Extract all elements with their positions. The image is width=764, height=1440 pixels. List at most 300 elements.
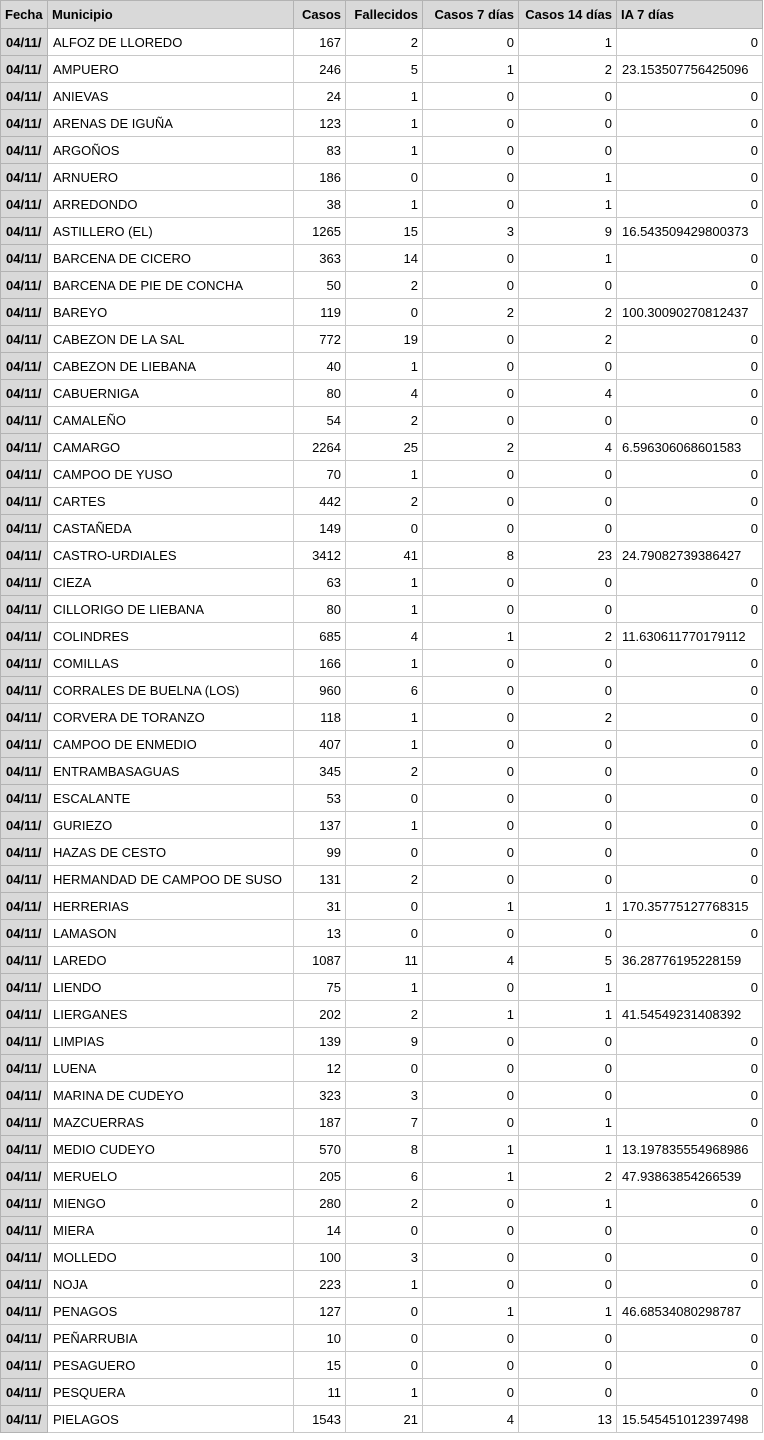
casos-14-dias-cell[interactable]: 1 xyxy=(519,164,617,191)
municipio-cell[interactable]: LUENA xyxy=(48,1055,294,1082)
fallecidos-cell[interactable]: 19 xyxy=(346,326,423,353)
fallecidos-cell[interactable]: 0 xyxy=(346,1055,423,1082)
fecha-cell[interactable]: 04/11/ xyxy=(1,380,48,407)
fecha-cell[interactable]: 04/11/ xyxy=(1,1082,48,1109)
municipio-cell[interactable]: PIELAGOS xyxy=(48,1406,294,1433)
fecha-cell[interactable]: 04/11/ xyxy=(1,785,48,812)
casos-7-dias-cell[interactable]: 0 xyxy=(423,785,519,812)
casos-14-dias-cell[interactable]: 4 xyxy=(519,434,617,461)
casos-cell[interactable]: 323 xyxy=(294,1082,346,1109)
ia-7-dias-cell[interactable]: 0 xyxy=(617,812,763,839)
casos-14-dias-cell[interactable]: 0 xyxy=(519,866,617,893)
casos-14-dias-cell[interactable]: 0 xyxy=(519,488,617,515)
fallecidos-cell[interactable]: 7 xyxy=(346,1109,423,1136)
casos-cell[interactable]: 223 xyxy=(294,1271,346,1298)
municipio-cell[interactable]: CIEZA xyxy=(48,569,294,596)
municipio-cell[interactable]: ALFOZ DE LLOREDO xyxy=(48,29,294,56)
fallecidos-cell[interactable]: 5 xyxy=(346,56,423,83)
ia-7-dias-cell[interactable]: 0 xyxy=(617,1352,763,1379)
ia-7-dias-cell[interactable]: 0 xyxy=(617,326,763,353)
casos-7-dias-cell[interactable]: 2 xyxy=(423,299,519,326)
casos-cell[interactable]: 202 xyxy=(294,1001,346,1028)
casos-cell[interactable]: 167 xyxy=(294,29,346,56)
casos-14-dias-cell[interactable]: 5 xyxy=(519,947,617,974)
fallecidos-cell[interactable]: 2 xyxy=(346,29,423,56)
casos-7-dias-cell[interactable]: 1 xyxy=(423,56,519,83)
ia-7-dias-cell[interactable]: 0 xyxy=(617,569,763,596)
casos-cell[interactable]: 70 xyxy=(294,461,346,488)
ia-7-dias-cell[interactable]: 0 xyxy=(617,704,763,731)
fecha-cell[interactable]: 04/11/ xyxy=(1,1271,48,1298)
fecha-cell[interactable]: 04/11/ xyxy=(1,326,48,353)
municipio-cell[interactable]: CILLORIGO DE LIEBANA xyxy=(48,596,294,623)
municipio-cell[interactable]: BARCENA DE PIE DE CONCHA xyxy=(48,272,294,299)
casos-7-dias-cell[interactable]: 0 xyxy=(423,866,519,893)
fecha-cell[interactable]: 04/11/ xyxy=(1,704,48,731)
casos-14-dias-cell[interactable]: 9 xyxy=(519,218,617,245)
municipio-cell[interactable]: HERRERIAS xyxy=(48,893,294,920)
fecha-cell[interactable]: 04/11/ xyxy=(1,407,48,434)
fecha-cell[interactable]: 04/11/ xyxy=(1,1109,48,1136)
fallecidos-cell[interactable]: 2 xyxy=(346,1001,423,1028)
fallecidos-cell[interactable]: 1 xyxy=(346,650,423,677)
casos-7-dias-cell[interactable]: 2 xyxy=(423,434,519,461)
fecha-cell[interactable]: 04/11/ xyxy=(1,1001,48,1028)
casos-cell[interactable]: 186 xyxy=(294,164,346,191)
casos-7-dias-cell[interactable]: 0 xyxy=(423,812,519,839)
casos-7-dias-cell[interactable]: 0 xyxy=(423,1271,519,1298)
fallecidos-cell[interactable]: 1 xyxy=(346,731,423,758)
ia-7-dias-cell[interactable]: 0 xyxy=(617,974,763,1001)
fecha-cell[interactable]: 04/11/ xyxy=(1,1325,48,1352)
ia-7-dias-cell[interactable]: 0 xyxy=(617,515,763,542)
casos-14-dias-cell[interactable]: 2 xyxy=(519,623,617,650)
casos-14-dias-cell[interactable]: 0 xyxy=(519,1352,617,1379)
casos-cell[interactable]: 3412 xyxy=(294,542,346,569)
ia-7-dias-cell[interactable]: 0 xyxy=(617,785,763,812)
casos-cell[interactable]: 54 xyxy=(294,407,346,434)
fecha-cell[interactable]: 04/11/ xyxy=(1,1406,48,1433)
casos-14-dias-cell[interactable]: 0 xyxy=(519,731,617,758)
fecha-cell[interactable]: 04/11/ xyxy=(1,812,48,839)
fecha-cell[interactable]: 04/11/ xyxy=(1,1352,48,1379)
casos-cell[interactable]: 205 xyxy=(294,1163,346,1190)
fallecidos-cell[interactable]: 15 xyxy=(346,218,423,245)
fallecidos-cell[interactable]: 6 xyxy=(346,1163,423,1190)
casos-cell[interactable]: 280 xyxy=(294,1190,346,1217)
fallecidos-cell[interactable]: 25 xyxy=(346,434,423,461)
fecha-cell[interactable]: 04/11/ xyxy=(1,191,48,218)
casos-cell[interactable]: 960 xyxy=(294,677,346,704)
casos-7-dias-cell[interactable]: 1 xyxy=(423,1298,519,1325)
casos-cell[interactable]: 75 xyxy=(294,974,346,1001)
casos-7-dias-cell[interactable]: 1 xyxy=(423,1001,519,1028)
fecha-cell[interactable]: 04/11/ xyxy=(1,1028,48,1055)
municipio-cell[interactable]: LIENDO xyxy=(48,974,294,1001)
fallecidos-cell[interactable]: 0 xyxy=(346,920,423,947)
fallecidos-cell[interactable]: 0 xyxy=(346,785,423,812)
casos-14-dias-cell[interactable]: 2 xyxy=(519,56,617,83)
municipio-cell[interactable]: BARCENA DE CICERO xyxy=(48,245,294,272)
casos-14-dias-cell[interactable]: 0 xyxy=(519,407,617,434)
casos-cell[interactable]: 685 xyxy=(294,623,346,650)
ia-7-dias-cell[interactable]: 0 xyxy=(617,1217,763,1244)
casos-7-dias-cell[interactable]: 0 xyxy=(423,137,519,164)
ia-7-dias-cell[interactable]: 15.545451012397498 xyxy=(617,1406,763,1433)
municipio-cell[interactable]: ENTRAMBASAGUAS xyxy=(48,758,294,785)
fallecidos-cell[interactable]: 6 xyxy=(346,677,423,704)
ia-7-dias-cell[interactable]: 0 xyxy=(617,272,763,299)
casos-7-dias-cell[interactable]: 1 xyxy=(423,893,519,920)
fallecidos-cell[interactable]: 2 xyxy=(346,488,423,515)
casos-7-dias-cell[interactable]: 4 xyxy=(423,947,519,974)
casos-7-dias-cell[interactable]: 0 xyxy=(423,488,519,515)
header-municipio[interactable]: Municipio xyxy=(48,1,294,29)
ia-7-dias-cell[interactable]: 0 xyxy=(617,1325,763,1352)
ia-7-dias-cell[interactable]: 0 xyxy=(617,839,763,866)
casos-7-dias-cell[interactable]: 0 xyxy=(423,920,519,947)
ia-7-dias-cell[interactable]: 41.54549231408392 xyxy=(617,1001,763,1028)
municipio-cell[interactable]: CASTAÑEDA xyxy=(48,515,294,542)
municipio-cell[interactable]: LAMASON xyxy=(48,920,294,947)
casos-14-dias-cell[interactable]: 1 xyxy=(519,893,617,920)
casos-cell[interactable]: 38 xyxy=(294,191,346,218)
fallecidos-cell[interactable]: 1 xyxy=(346,137,423,164)
casos-7-dias-cell[interactable]: 0 xyxy=(423,839,519,866)
fallecidos-cell[interactable]: 0 xyxy=(346,839,423,866)
fallecidos-cell[interactable]: 2 xyxy=(346,866,423,893)
casos-cell[interactable]: 53 xyxy=(294,785,346,812)
casos-7-dias-cell[interactable]: 0 xyxy=(423,758,519,785)
casos-cell[interactable]: 1087 xyxy=(294,947,346,974)
fallecidos-cell[interactable]: 41 xyxy=(346,542,423,569)
ia-7-dias-cell[interactable]: 0 xyxy=(617,920,763,947)
ia-7-dias-cell[interactable]: 0 xyxy=(617,596,763,623)
fecha-cell[interactable]: 04/11/ xyxy=(1,272,48,299)
casos-7-dias-cell[interactable]: 0 xyxy=(423,1109,519,1136)
municipio-cell[interactable]: ARNUERO xyxy=(48,164,294,191)
casos-14-dias-cell[interactable]: 0 xyxy=(519,920,617,947)
ia-7-dias-cell[interactable]: 13.197835554968986 xyxy=(617,1136,763,1163)
casos-cell[interactable]: 100 xyxy=(294,1244,346,1271)
ia-7-dias-cell[interactable]: 0 xyxy=(617,731,763,758)
ia-7-dias-cell[interactable]: 100.30090270812437 xyxy=(617,299,763,326)
municipio-cell[interactable]: CAMARGO xyxy=(48,434,294,461)
casos-cell[interactable]: 10 xyxy=(294,1325,346,1352)
ia-7-dias-cell[interactable]: 0 xyxy=(617,191,763,218)
fecha-cell[interactable]: 04/11/ xyxy=(1,515,48,542)
casos-7-dias-cell[interactable]: 0 xyxy=(423,1244,519,1271)
casos-7-dias-cell[interactable]: 1 xyxy=(423,1163,519,1190)
fecha-cell[interactable]: 04/11/ xyxy=(1,731,48,758)
municipio-cell[interactable]: LIMPIAS xyxy=(48,1028,294,1055)
casos-cell[interactable]: 83 xyxy=(294,137,346,164)
fallecidos-cell[interactable]: 9 xyxy=(346,1028,423,1055)
casos-cell[interactable]: 24 xyxy=(294,83,346,110)
casos-14-dias-cell[interactable]: 2 xyxy=(519,326,617,353)
municipio-cell[interactable]: LIERGANES xyxy=(48,1001,294,1028)
casos-14-dias-cell[interactable]: 0 xyxy=(519,758,617,785)
fallecidos-cell[interactable]: 0 xyxy=(346,1325,423,1352)
municipio-cell[interactable]: CASTRO-URDIALES xyxy=(48,542,294,569)
municipio-cell[interactable]: ARREDONDO xyxy=(48,191,294,218)
fecha-cell[interactable]: 04/11/ xyxy=(1,623,48,650)
municipio-cell[interactable]: HAZAS DE CESTO xyxy=(48,839,294,866)
fecha-cell[interactable]: 04/11/ xyxy=(1,596,48,623)
casos-cell[interactable]: 407 xyxy=(294,731,346,758)
casos-cell[interactable]: 127 xyxy=(294,1298,346,1325)
casos-14-dias-cell[interactable]: 0 xyxy=(519,1244,617,1271)
fecha-cell[interactable]: 04/11/ xyxy=(1,650,48,677)
fecha-cell[interactable]: 04/11/ xyxy=(1,866,48,893)
municipio-cell[interactable]: MARINA DE CUDEYO xyxy=(48,1082,294,1109)
casos-14-dias-cell[interactable]: 0 xyxy=(519,1325,617,1352)
casos-14-dias-cell[interactable]: 4 xyxy=(519,380,617,407)
casos-cell[interactable]: 13 xyxy=(294,920,346,947)
header-ia-7-dias[interactable]: IA 7 días xyxy=(617,1,763,29)
ia-7-dias-cell[interactable]: 16.543509429800373 xyxy=(617,218,763,245)
fallecidos-cell[interactable]: 1 xyxy=(346,596,423,623)
municipio-cell[interactable]: PESQUERA xyxy=(48,1379,294,1406)
fecha-cell[interactable]: 04/11/ xyxy=(1,1055,48,1082)
municipio-cell[interactable]: AMPUERO xyxy=(48,56,294,83)
fecha-cell[interactable]: 04/11/ xyxy=(1,947,48,974)
fallecidos-cell[interactable]: 0 xyxy=(346,1352,423,1379)
municipio-cell[interactable]: CAMPOO DE YUSO xyxy=(48,461,294,488)
casos-cell[interactable]: 63 xyxy=(294,569,346,596)
casos-cell[interactable]: 139 xyxy=(294,1028,346,1055)
fallecidos-cell[interactable]: 1 xyxy=(346,812,423,839)
casos-cell[interactable]: 2264 xyxy=(294,434,346,461)
municipio-cell[interactable]: ESCALANTE xyxy=(48,785,294,812)
fecha-cell[interactable]: 04/11/ xyxy=(1,461,48,488)
ia-7-dias-cell[interactable]: 0 xyxy=(617,110,763,137)
casos-cell[interactable]: 442 xyxy=(294,488,346,515)
ia-7-dias-cell[interactable]: 0 xyxy=(617,380,763,407)
ia-7-dias-cell[interactable]: 36.28776195228159 xyxy=(617,947,763,974)
fallecidos-cell[interactable]: 2 xyxy=(346,1190,423,1217)
casos-14-dias-cell[interactable]: 1 xyxy=(519,1136,617,1163)
municipio-cell[interactable]: HERMANDAD DE CAMPOO DE SUSO xyxy=(48,866,294,893)
fecha-cell[interactable]: 04/11/ xyxy=(1,758,48,785)
casos-7-dias-cell[interactable]: 0 xyxy=(423,407,519,434)
ia-7-dias-cell[interactable]: 0 xyxy=(617,164,763,191)
ia-7-dias-cell[interactable]: 0 xyxy=(617,1379,763,1406)
municipio-cell[interactable]: BAREYO xyxy=(48,299,294,326)
municipio-cell[interactable]: ANIEVAS xyxy=(48,83,294,110)
ia-7-dias-cell[interactable]: 0 xyxy=(617,1190,763,1217)
municipio-cell[interactable]: GURIEZO xyxy=(48,812,294,839)
municipio-cell[interactable]: MERUELO xyxy=(48,1163,294,1190)
municipio-cell[interactable]: PEÑARRUBIA xyxy=(48,1325,294,1352)
casos-cell[interactable]: 50 xyxy=(294,272,346,299)
casos-7-dias-cell[interactable]: 0 xyxy=(423,191,519,218)
fallecidos-cell[interactable]: 0 xyxy=(346,1217,423,1244)
ia-7-dias-cell[interactable]: 0 xyxy=(617,353,763,380)
ia-7-dias-cell[interactable]: 0 xyxy=(617,1082,763,1109)
fallecidos-cell[interactable]: 2 xyxy=(346,758,423,785)
fecha-cell[interactable]: 04/11/ xyxy=(1,1163,48,1190)
municipio-cell[interactable]: CARTES xyxy=(48,488,294,515)
fallecidos-cell[interactable]: 3 xyxy=(346,1244,423,1271)
ia-7-dias-cell[interactable]: 0 xyxy=(617,83,763,110)
casos-7-dias-cell[interactable]: 0 xyxy=(423,326,519,353)
ia-7-dias-cell[interactable]: 170.35775127768315 xyxy=(617,893,763,920)
casos-7-dias-cell[interactable]: 4 xyxy=(423,1406,519,1433)
ia-7-dias-cell[interactable]: 0 xyxy=(617,407,763,434)
casos-14-dias-cell[interactable]: 1 xyxy=(519,191,617,218)
casos-7-dias-cell[interactable]: 0 xyxy=(423,1217,519,1244)
ia-7-dias-cell[interactable]: 0 xyxy=(617,245,763,272)
fallecidos-cell[interactable]: 0 xyxy=(346,515,423,542)
ia-7-dias-cell[interactable]: 0 xyxy=(617,1271,763,1298)
casos-7-dias-cell[interactable]: 0 xyxy=(423,1028,519,1055)
ia-7-dias-cell[interactable]: 0 xyxy=(617,461,763,488)
municipio-cell[interactable]: CORVERA DE TORANZO xyxy=(48,704,294,731)
casos-cell[interactable]: 363 xyxy=(294,245,346,272)
casos-7-dias-cell[interactable]: 0 xyxy=(423,29,519,56)
casos-cell[interactable]: 118 xyxy=(294,704,346,731)
casos-cell[interactable]: 12 xyxy=(294,1055,346,1082)
fallecidos-cell[interactable]: 11 xyxy=(346,947,423,974)
casos-14-dias-cell[interactable]: 2 xyxy=(519,704,617,731)
fallecidos-cell[interactable]: 4 xyxy=(346,623,423,650)
fecha-cell[interactable]: 04/11/ xyxy=(1,83,48,110)
casos-cell[interactable]: 40 xyxy=(294,353,346,380)
casos-7-dias-cell[interactable]: 0 xyxy=(423,569,519,596)
ia-7-dias-cell[interactable]: 0 xyxy=(617,677,763,704)
casos-7-dias-cell[interactable]: 3 xyxy=(423,218,519,245)
casos-14-dias-cell[interactable]: 1 xyxy=(519,1001,617,1028)
casos-14-dias-cell[interactable]: 2 xyxy=(519,1163,617,1190)
casos-7-dias-cell[interactable]: 1 xyxy=(423,623,519,650)
casos-14-dias-cell[interactable]: 1 xyxy=(519,1109,617,1136)
fecha-cell[interactable]: 04/11/ xyxy=(1,920,48,947)
casos-14-dias-cell[interactable]: 0 xyxy=(519,677,617,704)
casos-14-dias-cell[interactable]: 0 xyxy=(519,110,617,137)
casos-7-dias-cell[interactable]: 1 xyxy=(423,1136,519,1163)
fecha-cell[interactable]: 04/11/ xyxy=(1,839,48,866)
casos-14-dias-cell[interactable]: 0 xyxy=(519,137,617,164)
header-casos[interactable]: Casos xyxy=(294,1,346,29)
ia-7-dias-cell[interactable]: 0 xyxy=(617,488,763,515)
municipio-cell[interactable]: CAMALEÑO xyxy=(48,407,294,434)
ia-7-dias-cell[interactable]: 47.93863854266539 xyxy=(617,1163,763,1190)
fecha-cell[interactable]: 04/11/ xyxy=(1,569,48,596)
fallecidos-cell[interactable]: 0 xyxy=(346,164,423,191)
casos-14-dias-cell[interactable]: 0 xyxy=(519,569,617,596)
casos-7-dias-cell[interactable]: 0 xyxy=(423,704,519,731)
casos-14-dias-cell[interactable]: 1 xyxy=(519,29,617,56)
fallecidos-cell[interactable]: 1 xyxy=(346,110,423,137)
casos-7-dias-cell[interactable]: 8 xyxy=(423,542,519,569)
casos-cell[interactable]: 99 xyxy=(294,839,346,866)
casos-7-dias-cell[interactable]: 0 xyxy=(423,731,519,758)
municipio-cell[interactable]: COMILLAS xyxy=(48,650,294,677)
fallecidos-cell[interactable]: 2 xyxy=(346,272,423,299)
fecha-cell[interactable]: 04/11/ xyxy=(1,1379,48,1406)
casos-cell[interactable]: 1543 xyxy=(294,1406,346,1433)
municipio-cell[interactable]: MOLLEDO xyxy=(48,1244,294,1271)
casos-7-dias-cell[interactable]: 0 xyxy=(423,83,519,110)
casos-cell[interactable]: 119 xyxy=(294,299,346,326)
casos-7-dias-cell[interactable]: 0 xyxy=(423,596,519,623)
ia-7-dias-cell[interactable]: 0 xyxy=(617,1028,763,1055)
header-casos-14-dias[interactable]: Casos 14 días xyxy=(519,1,617,29)
casos-7-dias-cell[interactable]: 0 xyxy=(423,1082,519,1109)
fallecidos-cell[interactable]: 1 xyxy=(346,1271,423,1298)
fallecidos-cell[interactable]: 2 xyxy=(346,407,423,434)
fallecidos-cell[interactable]: 21 xyxy=(346,1406,423,1433)
fallecidos-cell[interactable]: 1 xyxy=(346,191,423,218)
fecha-cell[interactable]: 04/11/ xyxy=(1,245,48,272)
fallecidos-cell[interactable]: 1 xyxy=(346,974,423,1001)
header-fecha[interactable]: Fecha xyxy=(1,1,48,29)
ia-7-dias-cell[interactable]: 0 xyxy=(617,1055,763,1082)
fecha-cell[interactable]: 04/11/ xyxy=(1,1190,48,1217)
casos-14-dias-cell[interactable]: 0 xyxy=(519,1271,617,1298)
header-casos-7-dias[interactable]: Casos 7 días xyxy=(423,1,519,29)
casos-7-dias-cell[interactable]: 0 xyxy=(423,245,519,272)
casos-7-dias-cell[interactable]: 0 xyxy=(423,677,519,704)
municipio-cell[interactable]: LAREDO xyxy=(48,947,294,974)
municipio-cell[interactable]: CABEZON DE LIEBANA xyxy=(48,353,294,380)
casos-cell[interactable]: 131 xyxy=(294,866,346,893)
fecha-cell[interactable]: 04/11/ xyxy=(1,299,48,326)
casos-14-dias-cell[interactable]: 0 xyxy=(519,1028,617,1055)
casos-7-dias-cell[interactable]: 0 xyxy=(423,974,519,1001)
fecha-cell[interactable]: 04/11/ xyxy=(1,110,48,137)
fecha-cell[interactable]: 04/11/ xyxy=(1,137,48,164)
fallecidos-cell[interactable]: 14 xyxy=(346,245,423,272)
casos-cell[interactable]: 149 xyxy=(294,515,346,542)
municipio-cell[interactable]: ASTILLERO (EL) xyxy=(48,218,294,245)
fallecidos-cell[interactable]: 3 xyxy=(346,1082,423,1109)
ia-7-dias-cell[interactable]: 0 xyxy=(617,1109,763,1136)
ia-7-dias-cell[interactable]: 24.79082739386427 xyxy=(617,542,763,569)
casos-7-dias-cell[interactable]: 0 xyxy=(423,272,519,299)
casos-14-dias-cell[interactable]: 0 xyxy=(519,839,617,866)
fallecidos-cell[interactable]: 1 xyxy=(346,353,423,380)
casos-14-dias-cell[interactable]: 1 xyxy=(519,245,617,272)
casos-14-dias-cell[interactable]: 0 xyxy=(519,650,617,677)
ia-7-dias-cell[interactable]: 23.153507756425096 xyxy=(617,56,763,83)
casos-cell[interactable]: 14 xyxy=(294,1217,346,1244)
fecha-cell[interactable]: 04/11/ xyxy=(1,893,48,920)
municipio-cell[interactable]: NOJA xyxy=(48,1271,294,1298)
fecha-cell[interactable]: 04/11/ xyxy=(1,434,48,461)
casos-cell[interactable]: 11 xyxy=(294,1379,346,1406)
fecha-cell[interactable]: 04/11/ xyxy=(1,218,48,245)
fecha-cell[interactable]: 04/11/ xyxy=(1,164,48,191)
fallecidos-cell[interactable]: 1 xyxy=(346,569,423,596)
fallecidos-cell[interactable]: 0 xyxy=(346,299,423,326)
fallecidos-cell[interactable]: 8 xyxy=(346,1136,423,1163)
ia-7-dias-cell[interactable]: 11.630611770179112 xyxy=(617,623,763,650)
casos-cell[interactable]: 187 xyxy=(294,1109,346,1136)
ia-7-dias-cell[interactable]: 6.596306068601583 xyxy=(617,434,763,461)
municipio-cell[interactable]: PESAGUERO xyxy=(48,1352,294,1379)
fecha-cell[interactable]: 04/11/ xyxy=(1,1298,48,1325)
casos-14-dias-cell[interactable]: 0 xyxy=(519,272,617,299)
casos-14-dias-cell[interactable]: 0 xyxy=(519,83,617,110)
ia-7-dias-cell[interactable]: 0 xyxy=(617,1244,763,1271)
casos-7-dias-cell[interactable]: 0 xyxy=(423,1325,519,1352)
casos-7-dias-cell[interactable]: 0 xyxy=(423,650,519,677)
casos-cell[interactable]: 772 xyxy=(294,326,346,353)
casos-cell[interactable]: 345 xyxy=(294,758,346,785)
fallecidos-cell[interactable]: 0 xyxy=(346,1298,423,1325)
